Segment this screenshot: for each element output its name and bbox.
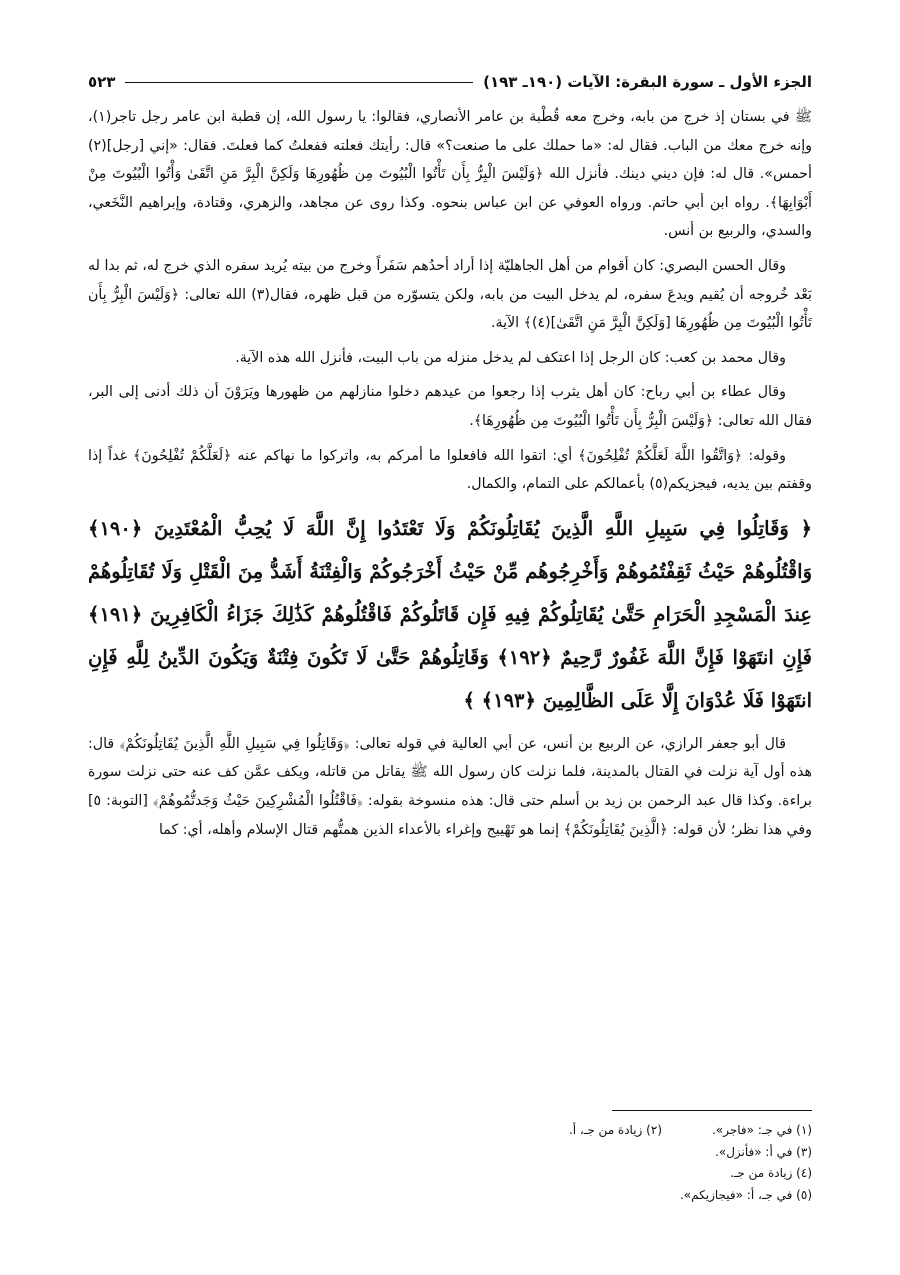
footnotes <box>420 1120 812 1206</box>
page-number: ٥٢٣ <box>88 73 116 91</box>
paragraph-4: وقال عطاء بن أبي رباح: كان أهل يثرب إذا رجعوا من عيدهم دخلوا منازلهم من ظهورها ويَرَوْنَ أن ذلك أدنى إلى البر، فقال الله تعالى: ﴿وَلَيْسَ الْبِرُّ بِأَن تَأْتُوا الْبُيُوتَ مِن ظُهُورِهَا﴾. <box>88 384 812 429</box>
footnote-row <box>420 1120 812 1142</box>
paragraph-1: ﷺ في بستان إذ خرج من بابه، وخرج معه قُطْبة بن عامر الأنصاري، فقالوا: يا رسول الله، إن قطبة ابن عامر رجل تاجر(١)، وإنه خرج معك من الباب. فقال له: «ما حملك على ما صنعت؟» قال: رأيتك فعلته ففعلتُ كما فعلتَ. فقال: «إني [رجل](٢) أحمس». قال له: فإن ديني دينك. فأنزل الله ﴿وَلَيْسَ الْبِرُّ بِأَن تَأْتُوا الْبُيُوتَ مِن ظُهُورِهَا وَلَكِنَّ الْبِرَّ مَنِ اتَّقَىٰ وَأْتُوا الْبُيُوتَ مِنْ أَبْوَابِهَا﴾. رواه ابن أبي حاتم. ورواه العوفي عن ابن عباس بنحوه. وكذا روى عن مجاهد، والزهري، وقتادة، وإبراهيم النَّخَعي، والسدي، والربيع بن أنس. <box>88 109 812 240</box>
footnote-5: (٥) في جـ، أ: «فيجازيكم». <box>679 1187 812 1202</box>
footnote-separator <box>612 1110 812 1111</box>
main-text <box>88 103 812 850</box>
tafsir-paragraph: قال أبو جعفر الرازي، عن الربيع بن أنس، عن أبي العالية في قوله تعالى: ﴿وَقَاتِلُوا فِي سَبِيلِ اللَّهِ الَّذِينَ يُقَاتِلُونَكُمْ﴾ قال: هذه أول آية نزلت في القتال بالمدينة، فلما نزلت كان رسول الله ﷺ يقاتل من قاتله، ويكف عمَّن كف عنه حتى نزلت سورة براءة. وكذا قال عبد الرحمن بن زيد بن أسلم حتى قال: هذه منسوخة بقوله: ﴿فَاقْتُلُوا الْمُشْرِكِينَ حَيْثُ وَجَدتُّمُوهُمْ﴾ [التوبة: ٥] وفي هذا نظر؛ لأن قوله: ﴿الَّذِينَ يُقَاتِلُونَكُمْ﴾ إنما هو تَهْييج وإغراء بالأعداء الذين همتُّهم قتال الإسلام وأهله، أي: كما <box>88 735 812 838</box>
header-title: الجزء الأول ـ سورة البقرة: الآيات (١٩٠ـ ١٩٣) <box>483 73 812 91</box>
footnote-2: (٢) زيادة من جـ، أ. <box>568 1123 662 1137</box>
paragraph-3: وقال محمد بن كعب: كان الرجل إذا اعتكف لم يدخل منزله من باب البيت، فأنزل الله هذه الآية. <box>235 349 786 366</box>
footnote-3: (٣) في أ: «فأنزل». <box>715 1144 812 1159</box>
running-header <box>88 68 812 96</box>
header-rule <box>125 82 473 83</box>
paragraph-5: وقوله: ﴿وَاتَّقُوا اللَّهَ لَعَلَّكُمْ تُفْلِحُونَ﴾ أي: اتقوا الله فافعلوا ما أمركم به، واتركوا ما نهاكم عنه ﴿لَعَلَّكُمْ تُفْلِحُونَ﴾ غداً إذا وقفتم بين يديه، فيجزيكم(٥) بأعمالكم على التمام، والكمال. <box>88 447 812 493</box>
footnote-1: (١) في جـ: «فاجر». <box>712 1123 812 1137</box>
footnote-4: (٤) زيادة من جـ. <box>730 1166 812 1180</box>
quran-verses-190-193: ﴿ وَقَاتِلُوا فِي سَبِيلِ اللَّهِ الَّذِينَ يُقَاتِلُونَكُمْ وَلَا تَعْتَدُوا إِنَّ اللَّهَ لَا يُحِبُّ الْمُعْتَدِينَ ﴿١٩٠﴾ وَاقْتُلُوهُمْ حَيْثُ ثَقِفْتُمُوهُمْ وَأَخْرِجُوهُم مِّنْ حَيْثُ أَخْرَجُوكُمْ وَالْفِتْنَةُ أَشَدُّ مِنَ الْقَتْلِ وَلَا تُقَاتِلُوهُمْ عِندَ الْمَسْجِدِ الْحَرَامِ حَتَّىٰ يُقَاتِلُوكُمْ فِيهِ فَإِن قَاتَلُوكُمْ فَاقْتُلُوهُمْ كَذَٰلِكَ جَزَاءُ الْكَافِرِينَ ﴿١٩١﴾ فَإِنِ انتَهَوْا فَإِنَّ اللَّهَ غَفُورٌ رَّحِيمٌ ﴿١٩٢﴾ وَقَاتِلُوهُمْ حَتَّىٰ لَا تَكُونَ فِتْنَةٌ وَيَكُونَ الدِّينُ لِلَّهِ فَإِنِ انتَهَوْا فَلَا عُدْوَانَ إِلَّا عَلَى الظَّالِمِينَ ﴿١٩٣﴾ ﴾ <box>88 516 812 712</box>
paragraph-2: وقال الحسن البصري: كان أقوام من أهل الجاهليّة إذا أراد أحدُهم سَفَراً وخرج من بيته يُريد سفره الذي خرج له، ثم بدا له بَعْد خُروجه أن يُقيم ويدعَ سفره، لم يدخل البيت من بابه، ولكن يتسوّره من قبل ظهره، فقال(٣) الله تعالى: ﴿وَلَيْسَ الْبِرُّ بِأَن تَأْتُوا الْبُيُوتَ مِن ظُهُورِهَا [وَلَكِنَّ الْبِرَّ مَنِ اتَّقَىٰ](٤)﴾ الآية. <box>88 257 812 332</box>
